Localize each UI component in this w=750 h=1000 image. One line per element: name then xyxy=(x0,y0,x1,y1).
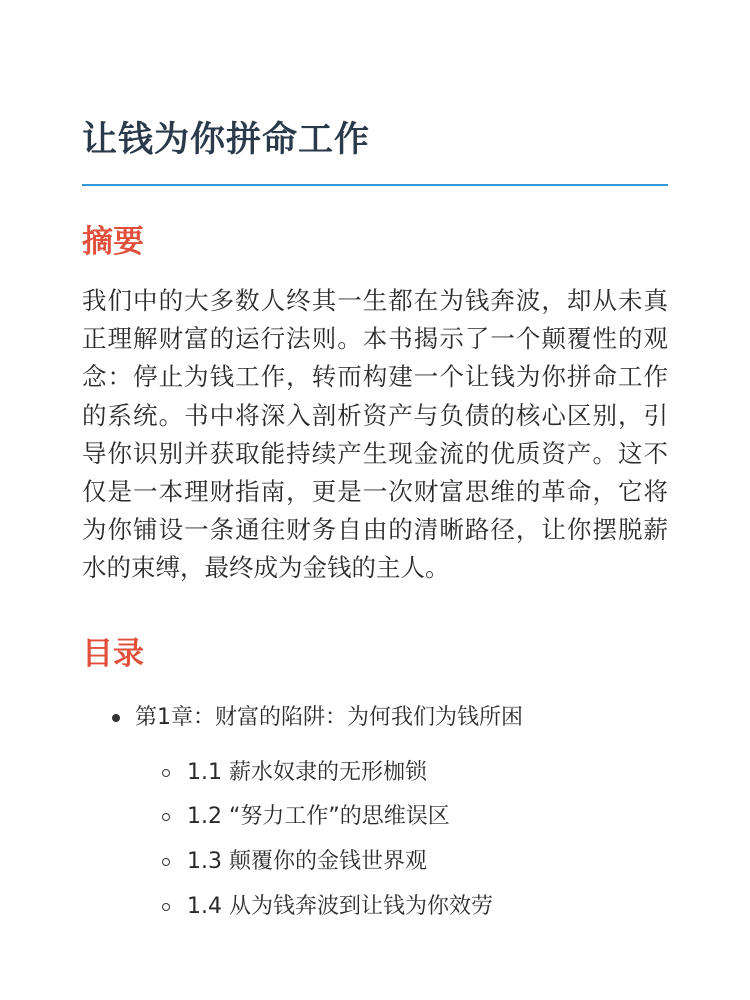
summary-paragraph: 我们中的大多数人终其一生都在为钱奔波，却从未真正理解财富的运行法则。本书揭示了一个颠覆性的观念：停止为钱工作，转而构建一个让钱为你拼命工作的系统。书中将深入剖析资产与负债的核心区别，引导你识别并获取能持续产生现金流的优质资产。这不仅是一本理财指南，更是一次财富思维的革命，它将为你铺设一条通往财务自由的清晰路径，让你摆脱薪水的束缚，最终成为金钱的主人。 xyxy=(82,286,668,583)
circle-bullet-icon xyxy=(162,903,170,911)
toc-section-item xyxy=(162,890,493,924)
toc-heading: 目录 xyxy=(82,636,144,672)
toc-section-item xyxy=(162,800,450,834)
title-divider xyxy=(82,184,668,186)
disc-bullet-icon xyxy=(112,714,120,722)
circle-bullet-icon xyxy=(162,858,170,866)
toc-chapter-item xyxy=(112,701,523,735)
circle-bullet-icon xyxy=(162,769,170,777)
toc-section-label: 1.1 薪水奴隶的无形枷锁 xyxy=(187,760,427,785)
toc-section-item xyxy=(162,845,427,879)
toc-section-label: 1.2 “努力工作”的思维误区 xyxy=(187,804,450,829)
toc-section-item xyxy=(162,756,427,790)
toc-chapter-label: 第1章：财富的陷阱：为何我们为钱所困 xyxy=(135,705,523,730)
toc-section-label: 1.3 颠覆你的金钱世界观 xyxy=(187,849,427,874)
toc-section-label: 1.4 从为钱奔波到让钱为你效劳 xyxy=(187,894,493,919)
page-title: 让钱为你拼命工作 xyxy=(82,120,371,160)
circle-bullet-icon xyxy=(162,813,170,821)
summary-heading: 摘要 xyxy=(82,224,144,260)
